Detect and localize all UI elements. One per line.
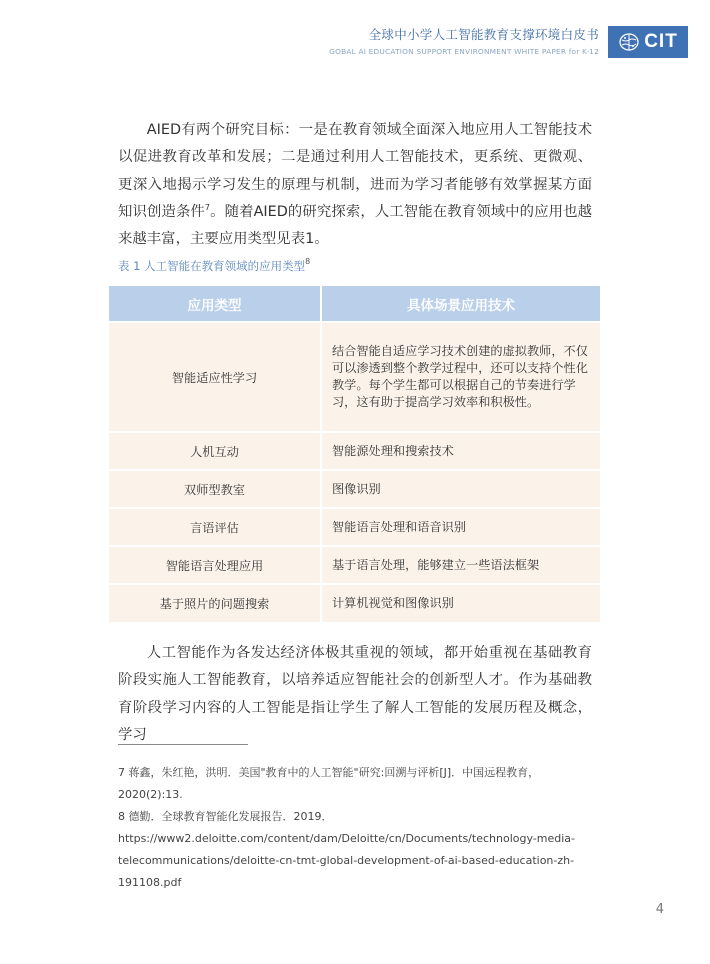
table-row	[109, 508, 600, 546]
header-title: 全球中小学人工智能教育支撑环境白皮书	[368, 27, 599, 42]
footnote-divider	[118, 744, 248, 745]
cell-type: 智能适应性学习	[109, 322, 321, 432]
paragraph1-text-a: AIED有两个研究目标：一是在教育领域全面深入地应用人工智能技术以促进教育改革和发展；二是通过利用人工智能技术，更系统、更微观、更深入地揭示学习发生的原理与机制，进而为学习者能够有效掌握某方面知识创造条件	[118, 122, 592, 220]
brain-icon	[618, 31, 640, 53]
table-row	[109, 432, 600, 470]
cell-type: 人机互动	[109, 432, 321, 470]
application-types-table	[109, 286, 600, 622]
paragraph-ai-education	[118, 640, 592, 749]
page-number: 4	[655, 902, 664, 917]
cell-type: 双师型教室	[109, 470, 321, 508]
table-row	[109, 470, 600, 508]
paragraph2-text: 人工智能作为各发达经济体极其重视的领域，都开始重视在基础教育阶段实施人工智能教育，以培养适应智能社会的创新型人才。作为基础教育阶段学习内容的人工智能是指让学生了解人工智能的发展历程及概念，学习	[118, 645, 592, 743]
cell-tech: 计算机视觉和图像识别	[321, 584, 600, 622]
table-caption	[118, 258, 310, 274]
header-text	[329, 27, 599, 57]
cell-tech: 智能语言处理和语音识别	[321, 508, 600, 546]
column-header-type: 应用类型	[109, 286, 321, 322]
logo-text: CIT	[644, 31, 678, 52]
paragraph-aied-goals	[118, 117, 592, 253]
cell-type: 智能语言处理应用	[109, 546, 321, 584]
table-row	[109, 322, 600, 432]
cell-tech: 基于语言处理，能够建立一些语法框架	[321, 546, 600, 584]
footnote-7: 7 蒋鑫，朱红艳，洪明．美国"教育中的人工智能"研究:回溯与评析[J]．中国远程教育，2020(2):13.	[118, 766, 540, 801]
cell-type: 言语评估	[109, 508, 321, 546]
cell-tech: 智能源处理和搜索技术	[321, 432, 600, 470]
cit-logo	[608, 26, 688, 58]
table-row	[109, 584, 600, 622]
column-header-tech: 具体场景应用技术	[321, 286, 600, 322]
table-caption-text: 表 1 人工智能在教育领域的应用类型	[118, 259, 306, 273]
paragraph1-text-b: 。随着AIED的研究探索，人工智能在教育领域中的应用也越来越丰富，主要应用类型见表1。	[118, 203, 592, 248]
cell-type: 基于照片的问题搜索	[109, 584, 321, 622]
table-header-row	[109, 286, 600, 322]
footnotes	[118, 762, 594, 894]
footnote-ref-7[interactable]: 7	[204, 202, 211, 212]
table-row	[109, 546, 600, 584]
cell-tech: 图像识别	[321, 470, 600, 508]
page-header	[329, 26, 688, 58]
header-subtitle: GOBAL AI EDUCATION SUPPORT ENVIRONMENT WHITE PAPER for K-12	[329, 47, 599, 56]
cell-tech: 结合智能自适应学习技术创建的虚拟教师，不仅可以渗透到整个教学过程中，还可以支持个性化教学。每个学生都可以根据自己的节奏进行学习，这有助于提高学习效率和积极性。	[321, 322, 600, 432]
footnote-8: 8 德勤．全球教育智能化发展报告．2019．https://www2.deloitte.com/content/dam/Deloitte/cn/Documents/technology-media-telecommunications/deloitte-cn-tmt-global-development-of-ai-based-education-zh-191108.pdf	[118, 810, 575, 889]
footnote-ref-8[interactable]: 8	[305, 257, 311, 266]
